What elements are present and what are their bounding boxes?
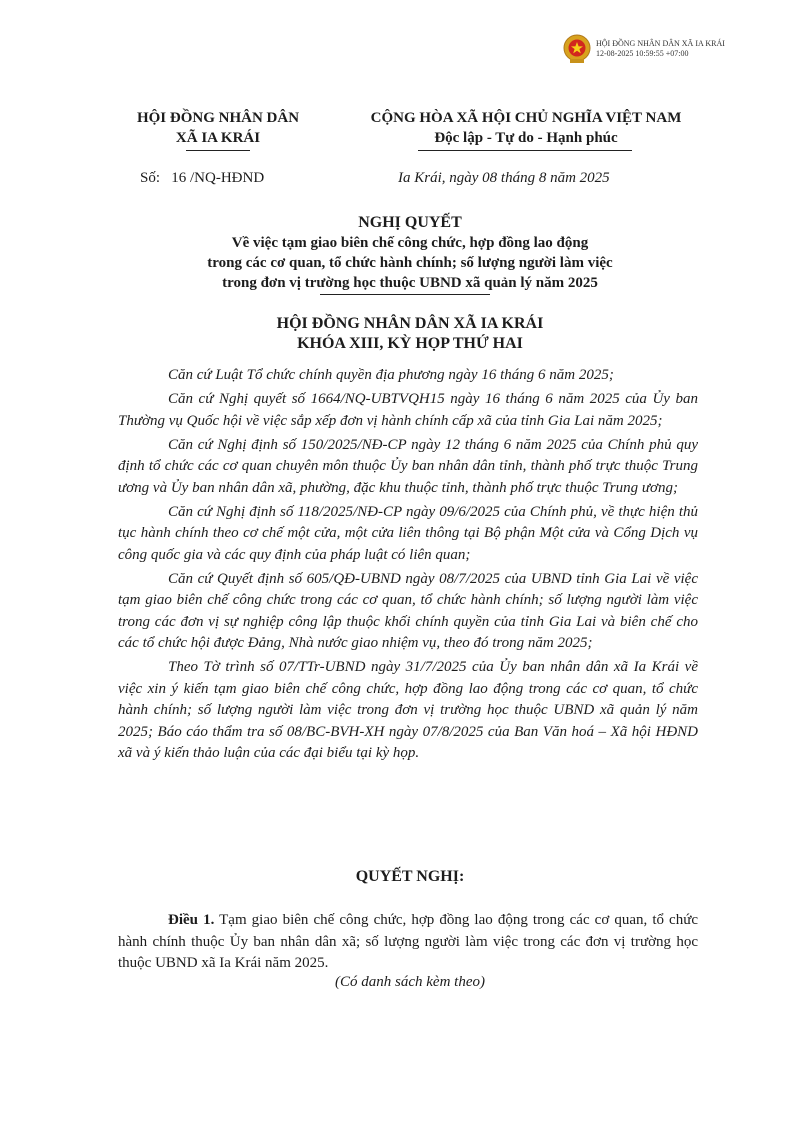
title-underline xyxy=(320,294,490,295)
digital-signature-stamp xyxy=(562,33,792,73)
article-1-label: Điều 1. xyxy=(168,912,215,928)
preamble xyxy=(118,365,698,767)
document-title xyxy=(110,213,710,293)
preamble-paragraph: Căn cứ Nghị quyết số 1664/NQ-UBTVQH15 ngày 16 tháng 6 năm 2025 của Ủy ban Thường vụ Quốc hội về việc sắp xếp đơn vị hành chính cấp xã của tỉnh Gia Lai năm 2025; xyxy=(118,391,698,429)
preamble-paragraph: Căn cứ Quyết định số 605/QĐ-UBND ngày 08/7/2025 của UBND tỉnh Gia Lai về việc tạm giao biên chế công chức trong các cơ quan, tổ chức hành chính; số lượng người làm việc trong các đơn vị sự nghiệp công lập thuộc khối chính quyền của tỉnh Gia Lai và biên chế cho các tổ chức hội được Đảng, Nhà nước giao nhiệm vụ, theo đó trong năm 2025; xyxy=(118,570,698,651)
council-line-2: KHÓA XIII, KỲ HỌP THỨ HAI xyxy=(297,335,523,352)
council-line-1: HỘI ĐỒNG NHÂN DÂN XÃ IA KRÁI xyxy=(276,315,544,332)
number-label: Số: xyxy=(140,170,161,186)
issuing-organization xyxy=(108,108,328,148)
motto-underline xyxy=(418,150,632,151)
org-underline xyxy=(186,150,250,151)
signature-timestamp: 12-08-2025 10:59:55 +07:00 xyxy=(596,49,689,58)
title-line-3: trong đơn vị trường học thuộc UBND xã quản lý năm 2025 xyxy=(222,275,598,291)
title-line-2: trong các cơ quan, tổ chức hành chính; số lượng người làm việc xyxy=(207,255,613,271)
attachment-note: (Có danh sách kèm theo) xyxy=(335,974,485,990)
nation-line-2: Độc lập - Tự do - Hạnh phúc xyxy=(434,130,618,146)
decision-heading: QUYẾT NGHỊ: xyxy=(355,868,465,885)
article-1 xyxy=(118,910,698,975)
org-line-1: HỘI ĐỒNG NHÂN DÂN xyxy=(136,110,300,126)
national-motto xyxy=(338,108,714,148)
nation-line-1: CỘNG HÒA XÃ HỘI CHỦ NGHĨA VIỆT NAM xyxy=(370,110,682,126)
number-value: 16 /NQ-HĐND xyxy=(171,170,265,186)
title-line-1: Về việc tạm giao biên chế công chức, hợp đồng lao động xyxy=(231,235,589,251)
national-emblem-icon xyxy=(562,33,592,65)
org-line-2: XÃ IA KRÁI xyxy=(175,130,261,146)
preamble-paragraph: Căn cứ Nghị định số 118/2025/NĐ-CP ngày 09/6/2025 của Chính phủ, về thực hiện thủ tục hành chính theo cơ chế một cửa, một cửa liên thông tại Bộ phận Một cửa và Cổng Dịch vụ công quốc gia và các quy định của pháp luật có liên quan; xyxy=(118,503,698,563)
preamble-paragraph: Theo Tờ trình số 07/TTr-UBND ngày 31/7/2025 của Ủy ban nhân dân xã Ia Krái về việc xin ý kiến tạm giao biên chế công chức, hợp đồng lao động trong các cơ quan, tổ chức hành chính; số lượng người làm việc trong đơn vị trường học thuộc UBND xã quản lý năm 2025; Báo cáo thẩm tra số 08/BC-BVH-XH ngày 07/8/2025 của Ban Văn hoá – Xã hội HĐND xã và ý kiến thảo luận của các đại biểu tại kỳ họp. xyxy=(118,659,698,761)
doc-type: NGHỊ QUYẾT xyxy=(358,214,462,231)
preamble-paragraph: Căn cứ Nghị định số 150/2025/NĐ-CP ngày 12 tháng 6 năm 2025 của Chính phủ quy định tổ chức các cơ quan chuyên môn thuộc Ủy ban nhân dân tỉnh, thành phố trực thuộc Trung ương và Ủy ban nhân dân xã, phường, đặc khu thuộc tỉnh, thành phố trực thuộc Trung ương; xyxy=(118,436,698,496)
document-number xyxy=(140,170,264,187)
council-heading xyxy=(110,314,710,354)
place-date: Ia Krái, ngày 08 tháng 8 năm 2025 xyxy=(398,170,610,186)
article-1-text: Tạm giao biên chế công chức, hợp đồng lao động trong các cơ quan, tổ chức hành chính thuộc Ủy ban nhân dân xã; số lượng người làm việc trong các đơn vị trường học thuộc UBND xã Ia Krái năm 2025. xyxy=(118,912,698,971)
preamble-paragraph: Căn cứ Luật Tổ chức chính quyền địa phương ngày 16 tháng 6 năm 2025; xyxy=(168,367,614,383)
signature-signer: HỘI ĐỒNG NHÂN DÂN XÃ IA KRÁI xyxy=(596,39,725,48)
